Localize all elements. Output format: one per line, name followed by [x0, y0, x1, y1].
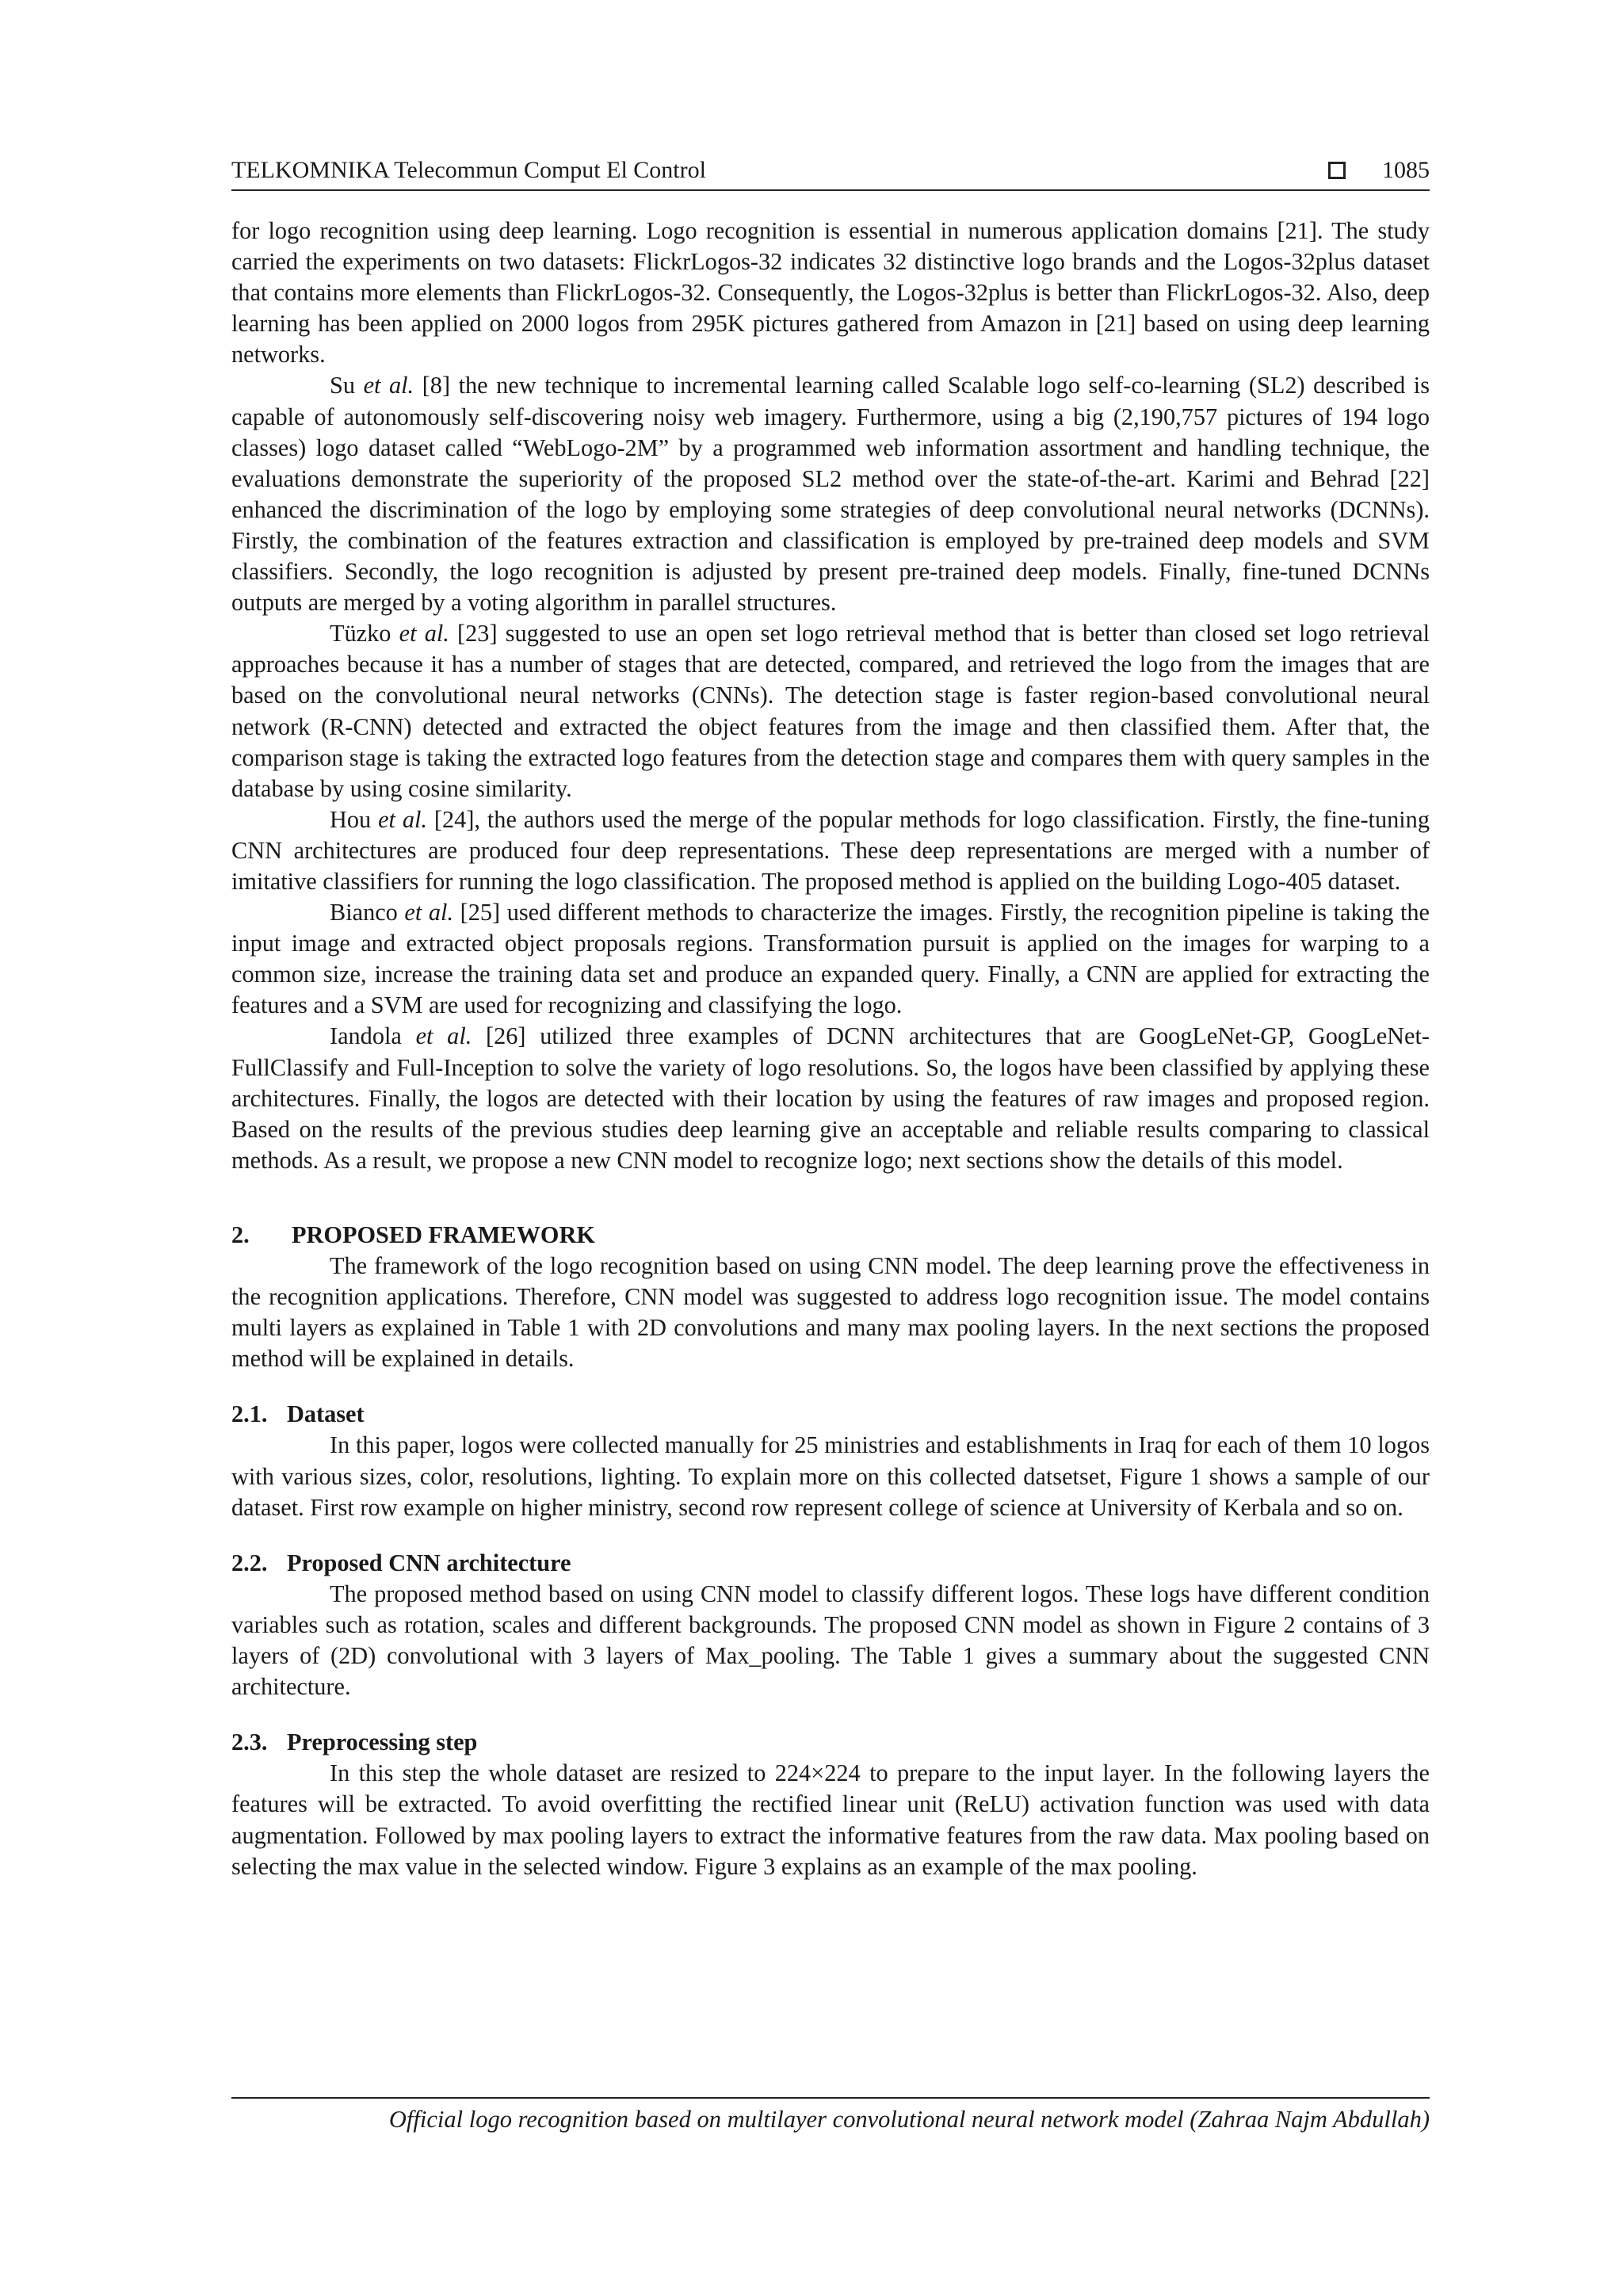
section-paragraph: The framework of the logo recognition based on using CNN model. The deep learning prove the effectiveness in the recognition applications. Therefore, CNN model was suggested to address logo recognition issue. The model contains multi layers as explained in Table 1 with 2D convolutions and many max pooling layers. In the next sections the proposed method will be explained in details. — [231, 1252, 1430, 1373]
paragraph-continued: for logo recognition using deep learning. Logo recognition is essential in numerous application domains [21]. The study carried the experiments on two datasets: FlickrLogos-32 indicates 32 distinctive logo brands and the Logos-32plus dataset that contains more elements than FlickrLogos-32. Consequently, the Logos-32plus is better than FlickrLogos-32. Also, deep learning has been applied on 2000 logos from 295K pictures gathered from Amazon in [21] based on using deep learning networks. — [231, 217, 1430, 369]
paragraph-hou — [231, 804, 1430, 897]
author-name: Hou — [330, 805, 379, 833]
paragraph-su — [231, 370, 1430, 618]
page-content — [231, 216, 1430, 1882]
header-right — [1328, 155, 1430, 186]
paragraph-text: [26] utilized three examples of DCNN architectures that are GoogLeNet-GP, GoogLeNet-FullClassify and Full-Inception to solve the variety of logo resolutions. So, the logos have been classified by applying these architectures. Finally, the logos are detected with their location by using the features of raw images and proposed region. Based on the results of the previous studies deep learning give an acceptable and reliable results comparing to classical methods. As a result, we propose a new CNN model to recognize logo; next sections show the details of this model. — [231, 1022, 1430, 1174]
section-number: 2. — [231, 1221, 250, 1248]
subsection-paragraph: In this step the whole dataset are resized to 224×224 to prepare to the input layer. In the following layers the features will be extracted. To avoid overfitting the rectified linear unit (ReLU) activation function was used with data augmentation. Followed by max pooling layers to extract the informative features from the raw data. Max pooling based on selecting the max value in the selected window. Figure 3 explains as an example of the max pooling. — [231, 1759, 1430, 1880]
paragraph-bianco — [231, 897, 1430, 1021]
paragraph-iandola — [231, 1021, 1430, 1175]
author-name: Iandola — [330, 1022, 416, 1050]
subsection-number: 2.2. — [231, 1549, 268, 1576]
paragraph-text: [8] the new technique to incremental learning called Scalable logo self-co-learning (SL2) described is capable of autonomously self-discovering noisy web imagery. Furthermore, using a big (2,190,757 pictures of 194 logo classes) logo dataset called “WebLogo-2M” by a programmed web information assortment and handling technique, the evaluations demonstrate the superiority of the proposed SL2 method over the state-of-the-art. Karimi and Behrad [22] enhanced the discrimination of the logo by employing some strategies of deep convolutional neural networks (DCNNs). Firstly, the combination of the features extraction and classification is employed by pre-trained deep models and SVM classifiers. Secondly, the logo recognition is adjusted by present pre-trained deep models. Finally, fine-tuned DCNNs outputs are merged by a voting algorithm in parallel structures. — [231, 372, 1430, 617]
subsection-title: Dataset — [287, 1400, 365, 1428]
paragraph-text: [24], the authors used the merge of the popular methods for logo classification. Firstly, the fine-tuning CNN architectures are produced four deep representations. These deep representations are merged with a number of imitative classifiers for running the logo classification. The proposed method is applied on the building Logo-405 dataset. — [231, 805, 1430, 895]
et-al: et al. — [415, 1022, 472, 1050]
running-footer: Official logo recognition based on multilayer convolutional neural network model (Zahraa Najm Abdullah) — [231, 2097, 1430, 2135]
author-name: Su — [330, 372, 364, 399]
subsection-heading-preprocessing — [231, 1727, 1430, 1758]
subsection-heading-architecture — [231, 1548, 1430, 1579]
paragraph-text: [25] used different methods to characterize the images. Firstly, the recognition pipeline is taking the input image and extracted object proposals regions. Transformation pursuit is applied on the images for warping to a common size, increase the training data set and produce an expanded query. Finally, a CNN are applied for extracting the features and a SVM are used for recognizing and classifying the logo. — [231, 899, 1430, 1019]
subsection-number: 2.3. — [231, 1729, 268, 1756]
paragraph-tuzko — [231, 618, 1430, 804]
subsection-paragraph: The proposed method based on using CNN model to classify different logos. These logs have different condition variables such as rotation, scales and different backgrounds. The proposed CNN model as shown in Figure 2 contains of 3 layers of (2D) convolutional with 3 layers of Max_pooling. The Table 1 gives a summary about the suggested CNN architecture. — [231, 1580, 1430, 1701]
checkbox-square-icon — [1328, 162, 1346, 179]
subsection-heading-dataset — [231, 1399, 1430, 1430]
paragraph-text: [23] suggested to use an open set logo retrieval method that is better than closed set logo retrieval approaches because it has a number of stages that are detected, compared, and retrieved the logo from the images that are based on the convolutional neural networks (CNNs). The detection stage is faster region-based convolutional neural network (R-CNN) detected and extracted the object features from the image and then classified them. After that, the comparison stage is taking the extracted logo features from the detection stage and compares them with query samples in the database by using cosine similarity. — [231, 620, 1430, 802]
subsection-title: Proposed CNN architecture — [287, 1549, 571, 1576]
subsection-title: Preprocessing step — [287, 1729, 478, 1756]
subsection-paragraph: In this paper, logos were collected manually for 25 ministries and establishments in Iraq for each of them 10 logos with various sizes, color, resolutions, lighting. To explain more on this collected datsetset, Figure 1 shows a sample of our dataset. First row example on higher ministry, second row represent college of science at University of Kerbala and so on. — [231, 1431, 1430, 1521]
et-al: et al. — [378, 805, 428, 833]
section-heading — [231, 1220, 1430, 1251]
et-al: et al. — [399, 620, 449, 648]
et-al: et al. — [404, 899, 454, 926]
running-header — [231, 153, 1430, 191]
subsection-number: 2.1. — [231, 1400, 268, 1428]
section-title: PROPOSED FRAMEWORK — [292, 1221, 595, 1248]
author-name: Bianco — [330, 899, 405, 926]
et-al: et al. — [363, 372, 414, 399]
journal-title: TELKOMNIKA Telecommun Comput El Control — [231, 157, 706, 183]
page-number: 1085 — [1382, 157, 1430, 183]
author-name: Tüzko — [330, 620, 399, 648]
